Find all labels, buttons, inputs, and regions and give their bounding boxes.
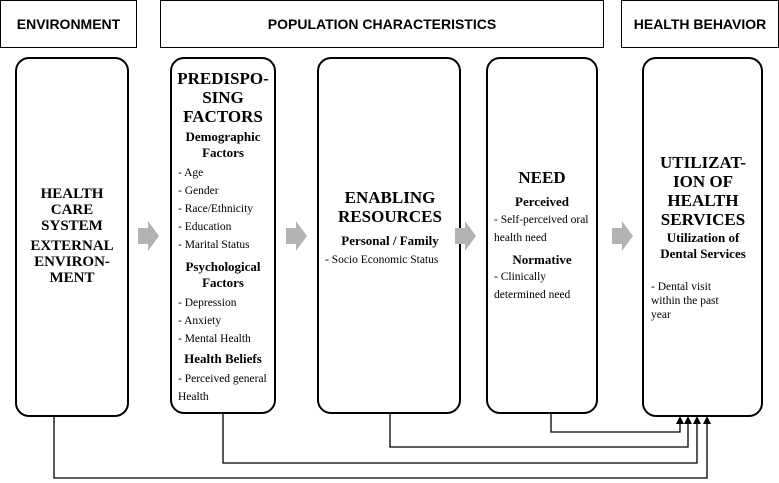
perceived-general-health-item: - Perceived general Health bbox=[178, 373, 267, 403]
health-beliefs-heading: Health Beliefs bbox=[184, 351, 262, 366]
block-arrow-2 bbox=[286, 221, 307, 251]
utilization-dental-heading: Utilization of Dental Services bbox=[660, 230, 746, 261]
connector-predisposing bbox=[223, 414, 697, 463]
list-item: - Mental Health bbox=[178, 333, 251, 346]
block-arrow-1 bbox=[138, 221, 159, 251]
connector-need bbox=[551, 414, 680, 432]
environment-header: ENVIRONMENT bbox=[0, 0, 137, 48]
dental-visit-item: - Dental visit within the past year bbox=[651, 281, 719, 321]
list-item: - Race/Ethnicity bbox=[178, 203, 254, 216]
block-arrow-3 bbox=[455, 221, 476, 251]
normative-heading: Normative bbox=[512, 252, 572, 267]
block-arrow-4 bbox=[612, 221, 633, 251]
predisposing-factors-title: PREDISPO-SING FACTORS bbox=[177, 69, 269, 127]
personal-family-heading: Personal / Family bbox=[341, 233, 439, 248]
self-perceived-need-item: - Self-perceived oral health need bbox=[494, 214, 589, 244]
perceived-heading: Perceived bbox=[515, 194, 569, 209]
list-item: - Gender bbox=[178, 185, 219, 198]
list-item: - Depression bbox=[178, 297, 237, 309]
health-care-system-label: HEALTH CARE SYSTEM bbox=[40, 186, 104, 234]
health-behavior-header: HEALTH BEHAVIOR bbox=[621, 0, 779, 48]
socio-economic-status-item: - Socio Economic Status bbox=[325, 254, 439, 266]
need-title: NEED bbox=[518, 168, 566, 187]
demographic-factors-heading: Demographic Factors bbox=[185, 129, 261, 160]
list-item: - Age bbox=[178, 167, 204, 179]
list-item: - Anxiety bbox=[178, 315, 222, 328]
list-item: - Education bbox=[178, 221, 232, 234]
psychological-factors-heading: Psychological Factors bbox=[185, 259, 261, 290]
enabling-resources-title: ENABLING RESOURCES bbox=[338, 188, 442, 227]
external-environment-label: EXTERNAL ENVIRON-MENT bbox=[30, 238, 114, 286]
population-characteristics-header: POPULATION CHARACTERISTICS bbox=[160, 0, 604, 48]
utilization-title: UTILIZAT-ION OF HEALTH SERVICES bbox=[660, 153, 746, 230]
list-item: - Marital Status bbox=[178, 239, 250, 252]
clinically-determined-need-item: - Clinically determined need bbox=[494, 271, 571, 301]
connector-enabling bbox=[390, 414, 688, 447]
